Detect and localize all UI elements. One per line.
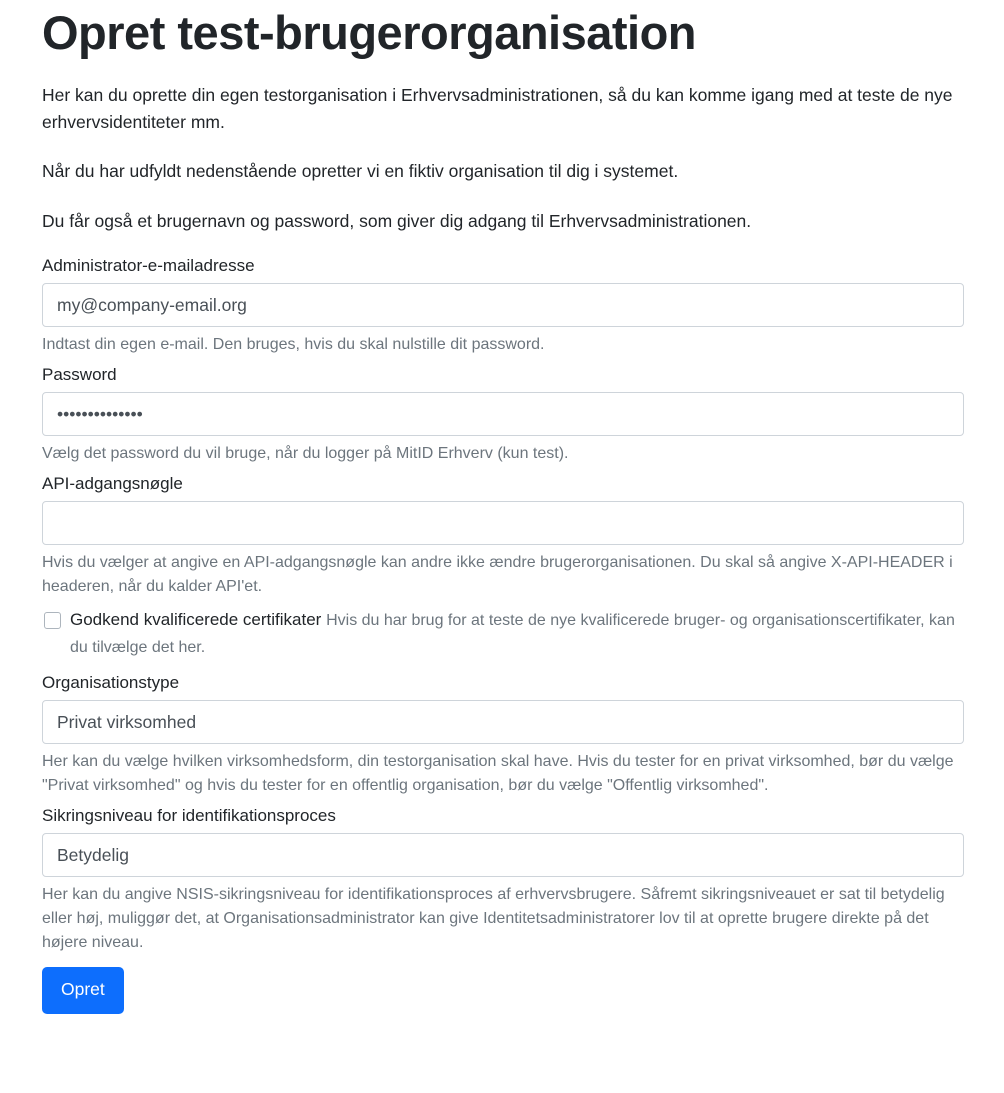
password-label: Password xyxy=(42,365,117,385)
qualified-certificates-checkbox[interactable] xyxy=(44,612,61,629)
field-group-password xyxy=(42,363,964,466)
assurance-level-select-wrap[interactable] xyxy=(42,833,964,877)
password-field[interactable] xyxy=(42,392,964,436)
organisation-type-select-wrap[interactable] xyxy=(42,700,964,744)
intro-paragraph-3: Du får også et brugernavn og password, som giver dig adgang til Erhvervsadministrationen. xyxy=(42,210,752,231)
assurance-level-help-text: Her kan du angive NSIS-sikringsniveau for identifikationsproces af erhvervsbrugere. Såfremt sikringsniveauet er sat til betydelig eller høj, muliggør det, at Organisationsadministrator kan give Identitetsadministratorer lov til at oprette brugere direkte på det højere niveau. xyxy=(42,886,945,951)
email-field[interactable] xyxy=(42,283,964,327)
email-label: Administrator-e-mailadresse xyxy=(42,256,255,276)
bottom-spacer xyxy=(42,1014,964,1084)
field-group-assurance-level xyxy=(42,804,964,955)
field-group-email xyxy=(42,254,964,357)
organisation-type-help-text: Her kan du vælge hvilken virksomhedsform, din testorganisation skal have. Hvis du tester for en privat virksomhed, bør du vælge "Privat virksomhed" og hvis du tester for en offentlig organisation, bør du vælge "Offentlig virksomhed". xyxy=(42,753,954,795)
qualified-certificates-text xyxy=(70,607,964,661)
organisation-type-select[interactable] xyxy=(42,700,964,744)
password-help-text: Vælg det password du vil bruge, når du logger på MitID Erhverv (kun test). xyxy=(42,445,569,463)
intro-paragraph-1: Her kan du oprette din egen testorganisation i Erhvervsadministrationen, så du kan komme igang med at teste de nye erhvervsidentiteter mm. xyxy=(42,85,953,132)
api-key-field[interactable] xyxy=(42,501,964,545)
create-button[interactable]: Opret xyxy=(42,967,124,1014)
qualified-certificates-help-text: Hvis du har brug for at teste de nye kvalificerede bruger- og organisationscertifikater, kan du tilvælge det her. xyxy=(70,611,955,656)
assurance-level-select[interactable] xyxy=(42,833,964,877)
api-key-label: API-adgangsnøgle xyxy=(42,474,183,494)
api-key-help-text: Hvis du vælger at angive en API-adgangsnøgle kan andre ikke ændre brugerorganisationen. Du skal så angive X-API-HEADER i headeren, når du kalder API'et. xyxy=(42,553,953,595)
page-title: Opret test-brugerorganisation xyxy=(42,6,697,59)
email-help-text: Indtast din egen e-mail. Den bruges, hvis du skal nulstille dit password. xyxy=(42,336,545,354)
qualified-certificates-label: Godkend kvalificerede certifikater xyxy=(70,609,322,629)
field-group-organisation-type xyxy=(42,671,964,798)
intro-paragraph-2: Når du har udfyldt nedenstående opretter vi en fiktiv organisation til dig i systemet. xyxy=(42,161,679,182)
qualified-certificates-row[interactable] xyxy=(42,607,964,661)
organisation-type-label: Organisationstype xyxy=(42,673,180,693)
assurance-level-label: Sikringsniveau for identifikationsproces xyxy=(42,806,336,826)
field-group-api-key xyxy=(42,472,964,599)
